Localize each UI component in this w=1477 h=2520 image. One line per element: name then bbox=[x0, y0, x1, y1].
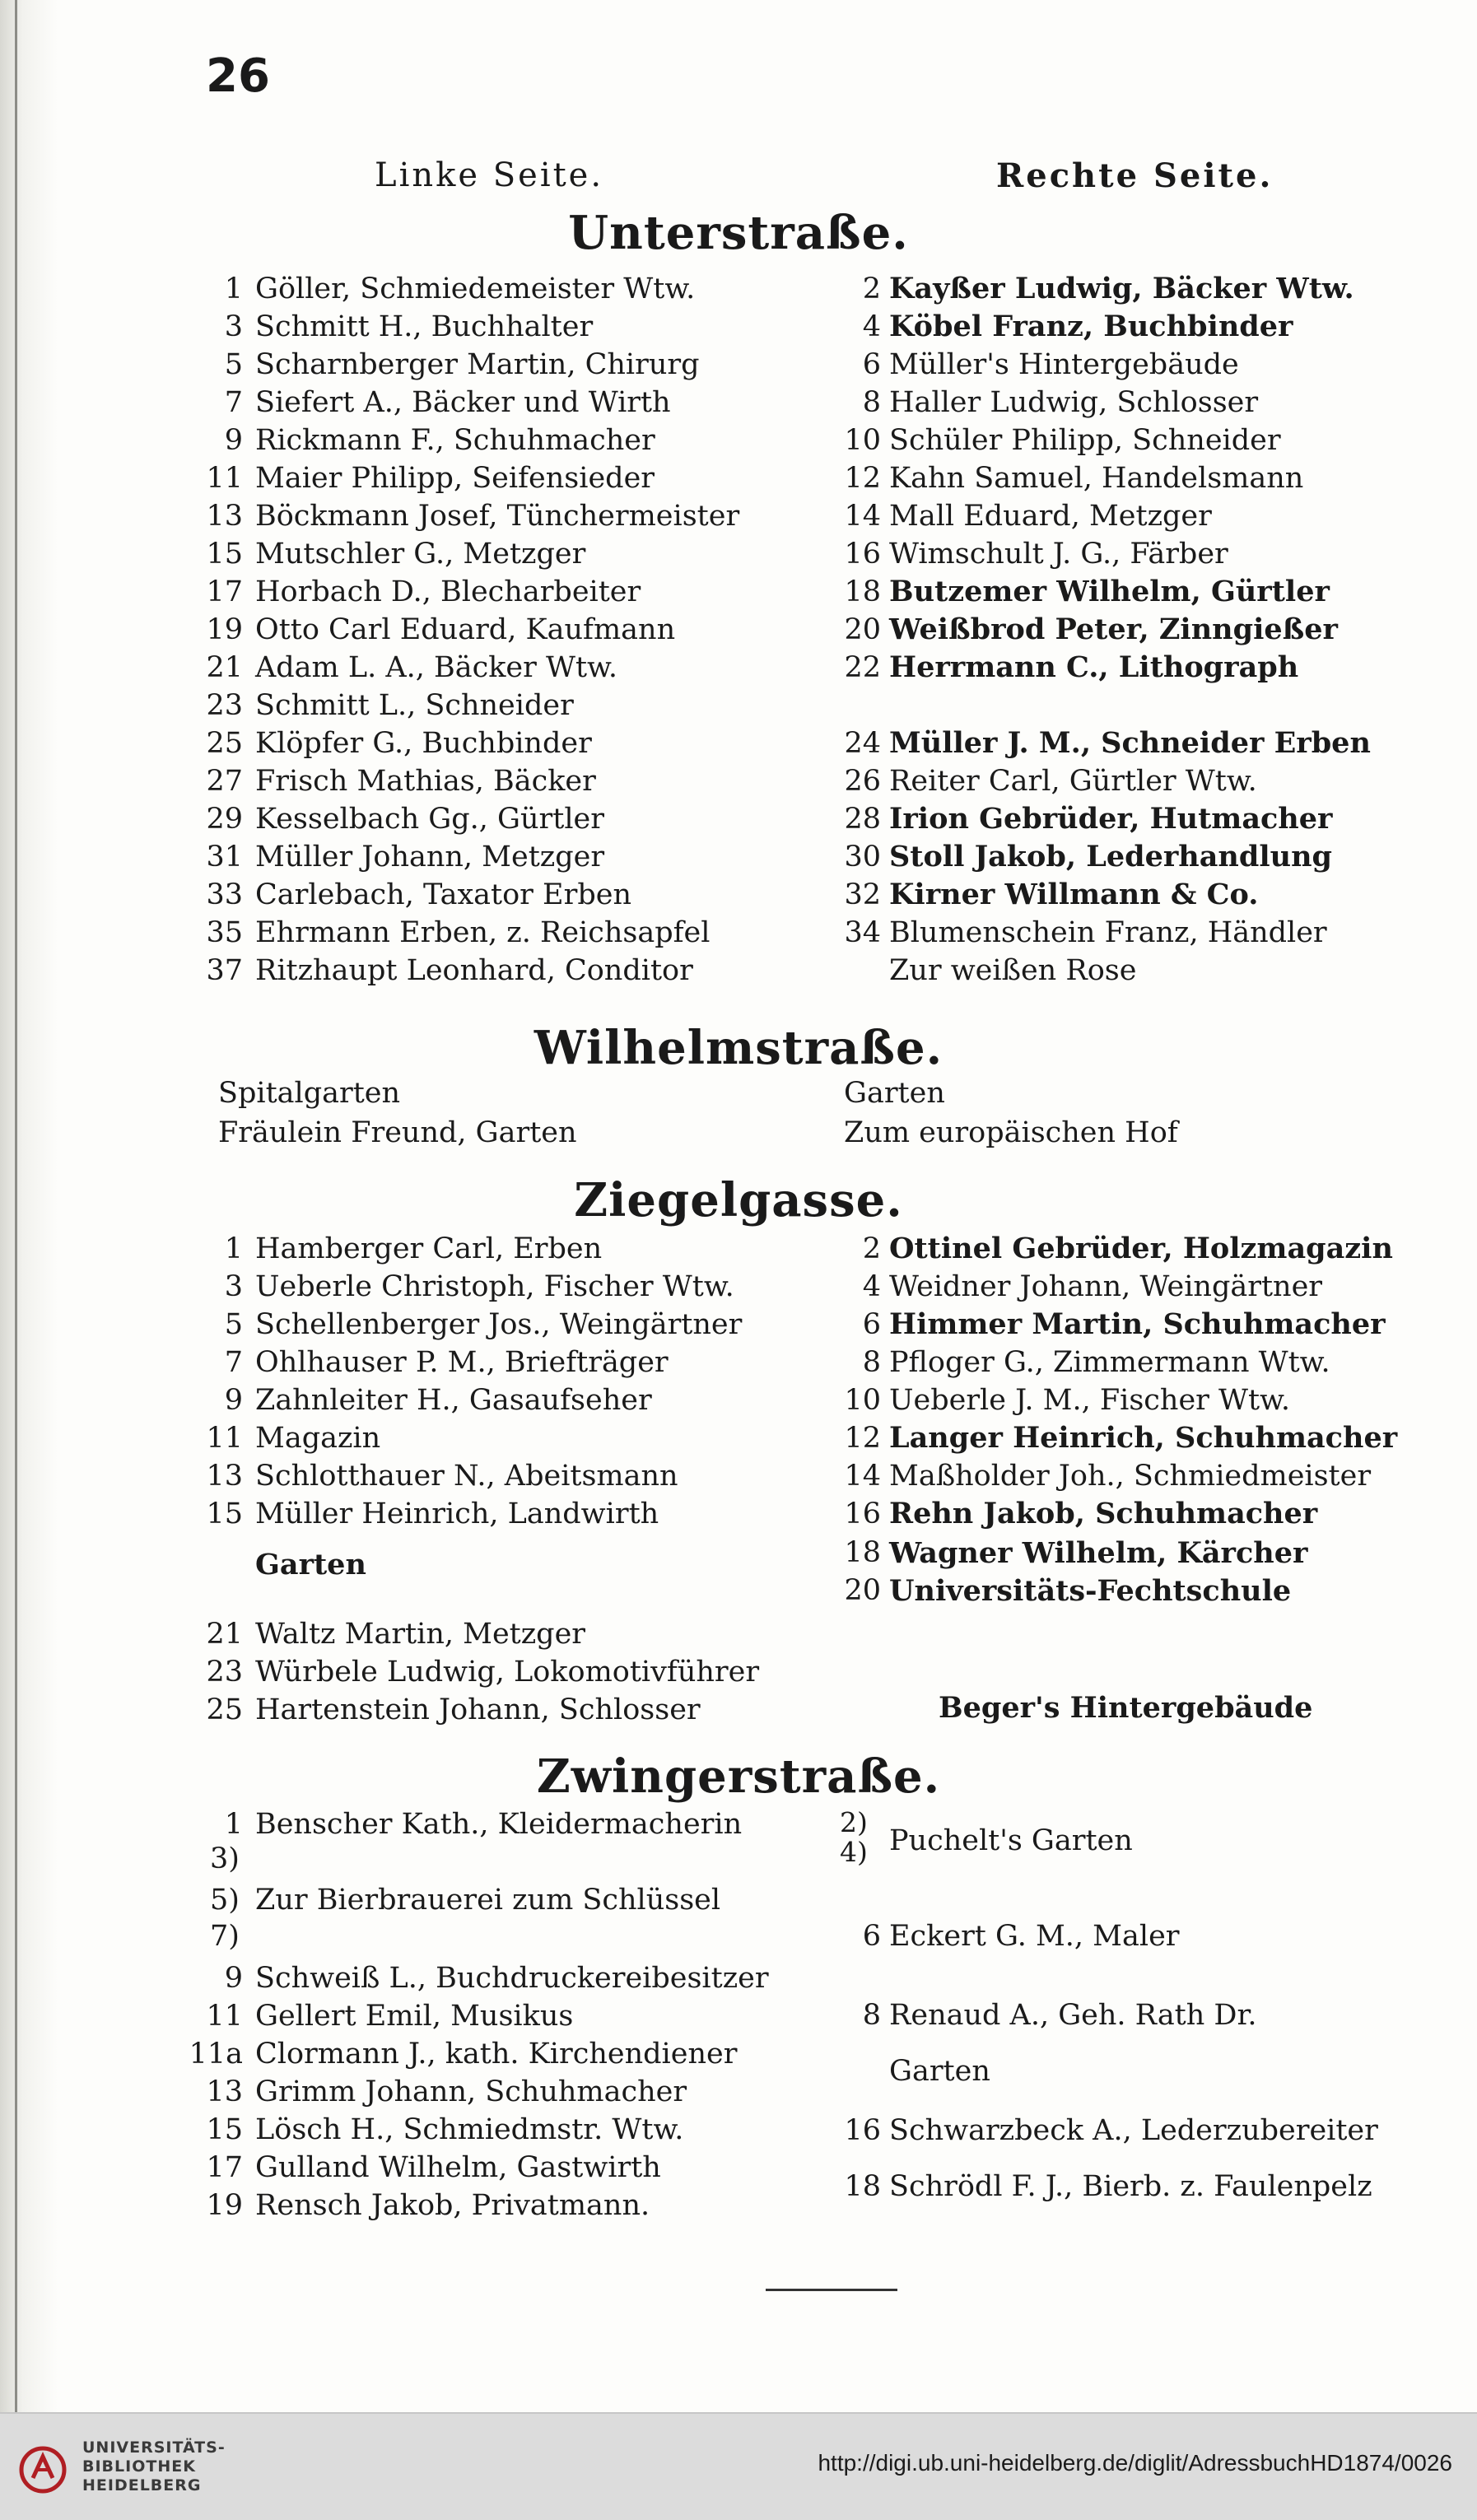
resident-entry: Schwarzbeck A., Lederzubereiter bbox=[889, 2114, 1378, 2147]
section-title-unterstrasse: Unterstraße. bbox=[568, 206, 909, 260]
list-item bbox=[0, 459, 1477, 497]
house-number: 10 bbox=[844, 1384, 881, 1417]
list-item bbox=[0, 914, 1477, 952]
house-number: 18 bbox=[844, 575, 881, 608]
house-number: 5 bbox=[224, 1308, 243, 1341]
resident-entry: Grimm Johann, Schuhmacher bbox=[255, 2075, 687, 2108]
ziegel-garten: Garten bbox=[255, 1548, 366, 1581]
resident-entry: Pfloger G., Zimmermann Wtw. bbox=[889, 1346, 1330, 1379]
resident-entry: Gellert Emil, Musikus bbox=[255, 2000, 574, 2033]
resident-entry: Mutschler G., Metzger bbox=[255, 538, 586, 571]
list-item bbox=[0, 1457, 1477, 1495]
house-number: 4 bbox=[862, 1270, 881, 1303]
house-number: 18 bbox=[844, 1536, 881, 1569]
resident-entry: Himmer Martin, Schuhmacher bbox=[889, 1307, 1386, 1341]
house-number: 10 bbox=[844, 424, 881, 457]
house-number: 2) bbox=[840, 1806, 868, 1838]
house-number: 34 bbox=[844, 916, 881, 949]
list-item bbox=[0, 649, 1477, 687]
house-number: 7 bbox=[224, 1346, 243, 1379]
list-item bbox=[0, 838, 1477, 876]
house-number: 5 bbox=[224, 348, 243, 381]
house-number: 18 bbox=[844, 2170, 881, 2203]
resident-entry: Mall Eduard, Metzger bbox=[889, 500, 1212, 533]
house-number: 13 bbox=[206, 2075, 243, 2108]
resident-entry: Clormann J., kath. Kirchendiener bbox=[255, 2038, 738, 2070]
resident-entry: Göller, Schmiedemeister Wtw. bbox=[255, 272, 696, 305]
resident-entry: Maßholder Joh., Schmiedmeister bbox=[889, 1460, 1372, 1493]
house-number: 15 bbox=[206, 538, 243, 571]
library-name-line: UNIVERSITÄTS- bbox=[82, 2438, 226, 2457]
house-number: 32 bbox=[844, 878, 881, 911]
list-item bbox=[0, 2073, 1477, 2111]
resident-entry: Scharnberger Martin, Chirurg bbox=[255, 348, 700, 381]
house-number: 7) bbox=[210, 1920, 240, 1953]
resident-entry: Maier Philipp, Seifensieder bbox=[255, 462, 655, 495]
resident-entry: Weidner Johann, Weingärtner bbox=[889, 1270, 1323, 1303]
wilhelm-left-2: Fräulein Freund, Garten bbox=[218, 1116, 577, 1149]
resident-entry: Carlebach, Taxator Erben bbox=[255, 878, 631, 911]
resident-entry: Benscher Kath., Kleidermacherin bbox=[255, 1808, 743, 1841]
house-number: 3) bbox=[210, 1842, 240, 1875]
house-number: 8 bbox=[862, 1346, 881, 1379]
resident-entry: Kesselbach Gg., Gürtler bbox=[255, 803, 604, 836]
library-logo-icon[interactable] bbox=[18, 2445, 76, 2494]
list-item bbox=[0, 1230, 1477, 1268]
house-number: 9 bbox=[224, 424, 243, 457]
list-item bbox=[0, 724, 1477, 762]
permalink-url[interactable]: http://digi.ub.uni-heidelberg.de/diglit/AdressbuchHD1874/0026 bbox=[818, 2450, 1452, 2476]
resident-entry: Stoll Jakob, Lederhandlung bbox=[889, 840, 1333, 873]
house-number: 1 bbox=[224, 1232, 243, 1265]
resident-entry: Ritzhaupt Leonhard, Conditor bbox=[255, 954, 693, 987]
resident-entry: Herrmann C., Lithograph bbox=[889, 650, 1299, 684]
house-number: 3 bbox=[224, 1270, 243, 1303]
viewer-footer bbox=[0, 2412, 1477, 2520]
resident-entry: Weißbrod Peter, Zinngießer bbox=[889, 613, 1338, 646]
resident-entry: Wimschult J. G., Färber bbox=[889, 538, 1228, 571]
list-item bbox=[0, 1653, 1477, 1691]
house-number: 11 bbox=[206, 462, 243, 495]
list-item bbox=[0, 1419, 1477, 1457]
resident-entry: Lösch H., Schmiedmstr. Wtw. bbox=[255, 2113, 684, 2146]
resident-entry: Butzemer Wilhelm, Gürtler bbox=[889, 575, 1330, 608]
resident-entry: Kirner Willmann & Co. bbox=[889, 878, 1259, 911]
list-item bbox=[0, 687, 1477, 724]
resident-entry: Universitäts-Fechtschule bbox=[889, 1574, 1292, 1608]
house-number: 7 bbox=[224, 386, 243, 419]
house-number: 35 bbox=[206, 916, 243, 949]
house-number: 33 bbox=[206, 878, 243, 911]
resident-entry: Zahnleiter H., Gasaufseher bbox=[255, 1384, 652, 1417]
house-number: 28 bbox=[844, 803, 881, 836]
house-number: 19 bbox=[206, 2189, 243, 2222]
resident-entry: Puchelt's Garten bbox=[889, 1824, 1133, 1857]
list-item bbox=[0, 1495, 1477, 1533]
list-item bbox=[0, 308, 1477, 346]
house-number: 14 bbox=[844, 1460, 881, 1493]
list-item bbox=[0, 1268, 1477, 1306]
library-name-line: BIBLIOTHEK bbox=[82, 2457, 196, 2476]
house-number: 12 bbox=[844, 1422, 881, 1455]
house-number: 8 bbox=[862, 386, 881, 419]
house-number: 4) bbox=[840, 1836, 868, 1868]
house-number: 15 bbox=[206, 1498, 243, 1530]
resident-entry: Reiter Carl, Gürtler Wtw. bbox=[889, 765, 1257, 798]
house-number: 2 bbox=[862, 1232, 881, 1265]
house-number: 4 bbox=[862, 310, 881, 343]
list-item bbox=[0, 1344, 1477, 1381]
house-number: 8 bbox=[862, 1999, 881, 2032]
resident-entry: Ehrmann Erben, z. Reichsapfel bbox=[255, 916, 711, 949]
house-number: 16 bbox=[844, 538, 881, 571]
resident-entry: Otto Carl Eduard, Kaufmann bbox=[255, 613, 676, 646]
house-number: 19 bbox=[206, 613, 243, 646]
resident-entry: Würbele Ludwig, Lokomotivführer bbox=[255, 1656, 760, 1689]
list-item bbox=[0, 1615, 1477, 1653]
resident-entry: Böckmann Josef, Tünchermeister bbox=[255, 500, 740, 533]
house-number: 6 bbox=[862, 1308, 881, 1341]
house-number: 12 bbox=[844, 462, 881, 495]
library-name bbox=[82, 2438, 226, 2495]
closing-rule bbox=[766, 2289, 897, 2291]
resident-entry: Ueberle J. M., Fischer Wtw. bbox=[889, 1384, 1290, 1417]
house-number: 13 bbox=[206, 500, 243, 533]
wilhelm-right-1: Garten bbox=[844, 1077, 945, 1110]
resident-entry: Zur weißen Rose bbox=[889, 954, 1137, 987]
house-number: 37 bbox=[206, 954, 243, 987]
house-number: 27 bbox=[206, 765, 243, 798]
resident-entry: Haller Ludwig, Schlosser bbox=[889, 386, 1259, 419]
list-item bbox=[0, 497, 1477, 535]
house-number: 21 bbox=[206, 651, 243, 684]
house-number: 1 bbox=[224, 272, 243, 305]
resident-entry: Magazin bbox=[255, 1422, 381, 1455]
resident-entry: Horbach D., Blecharbeiter bbox=[255, 575, 641, 608]
resident-entry: Ohlhauser P. M., Briefträger bbox=[255, 1346, 669, 1379]
resident-entry: Hamberger Carl, Erben bbox=[255, 1232, 603, 1265]
list-item bbox=[0, 2035, 1477, 2073]
house-number: 1 bbox=[224, 1808, 243, 1841]
list-item bbox=[0, 422, 1477, 459]
house-number: 11 bbox=[206, 1422, 243, 1455]
resident-entry: Schmitt L., Schneider bbox=[255, 689, 574, 722]
resident-entry: Kahn Samuel, Handelsmann bbox=[889, 462, 1304, 495]
resident-entry: Langer Heinrich, Schuhmacher bbox=[889, 1421, 1398, 1455]
house-number: 11a bbox=[189, 2038, 243, 2070]
beger-hintergebaeude: Beger's Hintergebäude bbox=[939, 1691, 1313, 1725]
resident-entry: Waltz Martin, Metzger bbox=[255, 1618, 586, 1651]
list-item bbox=[0, 1959, 1477, 1997]
resident-entry: Schüler Philipp, Schneider bbox=[889, 424, 1281, 457]
right-side-label: Rechte Seite. bbox=[996, 156, 1274, 195]
resident-entry: Schmitt H., Buchhalter bbox=[255, 310, 594, 343]
resident-entry: Müller Heinrich, Landwirth bbox=[255, 1498, 659, 1530]
wilhelm-left-1: Spitalgarten bbox=[218, 1077, 401, 1110]
resident-entry: Wagner Wilhelm, Kärcher bbox=[889, 1536, 1308, 1570]
left-side-label: Linke Seite. bbox=[375, 156, 604, 194]
house-number: 15 bbox=[206, 2113, 243, 2146]
unterstrasse-list bbox=[0, 270, 1477, 990]
resident-entry: Köbel Franz, Buchbinder bbox=[889, 310, 1293, 343]
house-number: 9 bbox=[224, 1384, 243, 1417]
resident-entry: Schlotthauer N., Abeitsmann bbox=[255, 1460, 678, 1493]
ziegelgasse-list bbox=[0, 1230, 1477, 1533]
resident-entry: Gulland Wilhelm, Gastwirth bbox=[255, 2151, 661, 2184]
list-item bbox=[0, 1306, 1477, 1344]
list-item bbox=[0, 346, 1477, 384]
resident-entry: Frisch Mathias, Bäcker bbox=[255, 765, 596, 798]
house-number: 16 bbox=[844, 1498, 881, 1530]
house-number: 23 bbox=[206, 689, 243, 722]
list-item bbox=[0, 762, 1477, 800]
page-number: 26 bbox=[206, 49, 270, 103]
resident-entry: Hartenstein Johann, Schlosser bbox=[255, 1693, 701, 1726]
list-item bbox=[0, 573, 1477, 611]
resident-entry: Schweiß L., Buchdruckereibesitzer bbox=[255, 1962, 769, 1995]
house-number: 22 bbox=[844, 651, 881, 684]
resident-entry: Blumenschein Franz, Händler bbox=[889, 916, 1327, 949]
house-number: 17 bbox=[206, 2151, 243, 2184]
list-item bbox=[0, 384, 1477, 422]
resident-entry: Rehn Jakob, Schuhmacher bbox=[889, 1497, 1318, 1530]
house-number: 24 bbox=[844, 727, 881, 760]
list-item bbox=[0, 952, 1477, 990]
house-number: 11 bbox=[206, 2000, 243, 2033]
resident-entry: Rickmann F., Schuhmacher bbox=[255, 424, 655, 457]
list-item bbox=[0, 270, 1477, 308]
resident-entry: Schrödl F. J., Bierb. z. Faulenpelz bbox=[889, 2170, 1372, 2203]
resident-entry: Ottinel Gebrüder, Holzmagazin bbox=[889, 1232, 1393, 1265]
house-number: 6 bbox=[862, 348, 881, 381]
house-number: 3 bbox=[224, 310, 243, 343]
house-number: 20 bbox=[844, 1574, 881, 1607]
list-item bbox=[0, 611, 1477, 649]
section-title-wilhelmstrasse: Wilhelmstraße. bbox=[533, 1021, 944, 1075]
wilhelm-right-2: Zum europäischen Hof bbox=[844, 1116, 1178, 1149]
list-item bbox=[0, 800, 1477, 838]
resident-entry: Irion Gebrüder, Hutmacher bbox=[889, 802, 1333, 836]
resident-entry: Schellenberger Jos., Weingärtner bbox=[255, 1308, 743, 1341]
house-number: 29 bbox=[206, 803, 243, 836]
house-number: 17 bbox=[206, 575, 243, 608]
house-number: 6 bbox=[862, 1920, 881, 1953]
house-number: 30 bbox=[844, 841, 881, 873]
library-name-line: HEIDELBERG bbox=[82, 2476, 202, 2494]
house-number: 9 bbox=[224, 1962, 243, 1995]
house-number: 13 bbox=[206, 1460, 243, 1493]
resident-entry: Adam L. A., Bäcker Wtw. bbox=[255, 651, 617, 684]
list-item bbox=[0, 535, 1477, 573]
resident-entry: Müller's Hintergebäude bbox=[889, 348, 1239, 381]
house-number: 16 bbox=[844, 2114, 881, 2147]
list-item bbox=[0, 1381, 1477, 1419]
resident-entry: Kayßer Ludwig, Bäcker Wtw. bbox=[889, 272, 1354, 305]
house-number: 26 bbox=[844, 765, 881, 798]
resident-entry: Renaud A., Geh. Rath Dr. bbox=[889, 1999, 1257, 2032]
zwinger-garten: Garten bbox=[889, 2055, 990, 2088]
resident-entry: Siefert A., Bäcker und Wirth bbox=[255, 386, 671, 419]
house-number: 25 bbox=[206, 727, 243, 760]
house-number: 2 bbox=[862, 272, 881, 305]
house-number: 20 bbox=[844, 613, 881, 646]
house-number: 21 bbox=[206, 1618, 243, 1651]
section-title-zwingerstrasse: Zwingerstraße. bbox=[536, 1749, 941, 1804]
resident-entry: Eckert G. M., Maler bbox=[889, 1920, 1180, 1953]
house-number: 23 bbox=[206, 1656, 243, 1689]
list-item bbox=[0, 876, 1477, 914]
house-number: 5) bbox=[210, 1884, 240, 1917]
resident-entry: Müller Johann, Metzger bbox=[255, 841, 605, 873]
resident-entry: Müller J. M., Schneider Erben bbox=[889, 726, 1371, 760]
section-title-ziegelgasse: Ziegelgasse. bbox=[574, 1173, 903, 1227]
house-number-bracket bbox=[840, 1808, 868, 1867]
house-number: 14 bbox=[844, 500, 881, 533]
resident-entry: Klöpfer G., Buchbinder bbox=[255, 727, 592, 760]
house-number: 31 bbox=[206, 841, 243, 873]
house-number: 25 bbox=[206, 1693, 243, 1726]
resident-entry: Rensch Jakob, Privatmann. bbox=[255, 2189, 650, 2222]
resident-entry: Ueberle Christoph, Fischer Wtw. bbox=[255, 1270, 734, 1303]
resident-entry: Zur Bierbrauerei zum Schlüssel bbox=[255, 1884, 721, 1917]
